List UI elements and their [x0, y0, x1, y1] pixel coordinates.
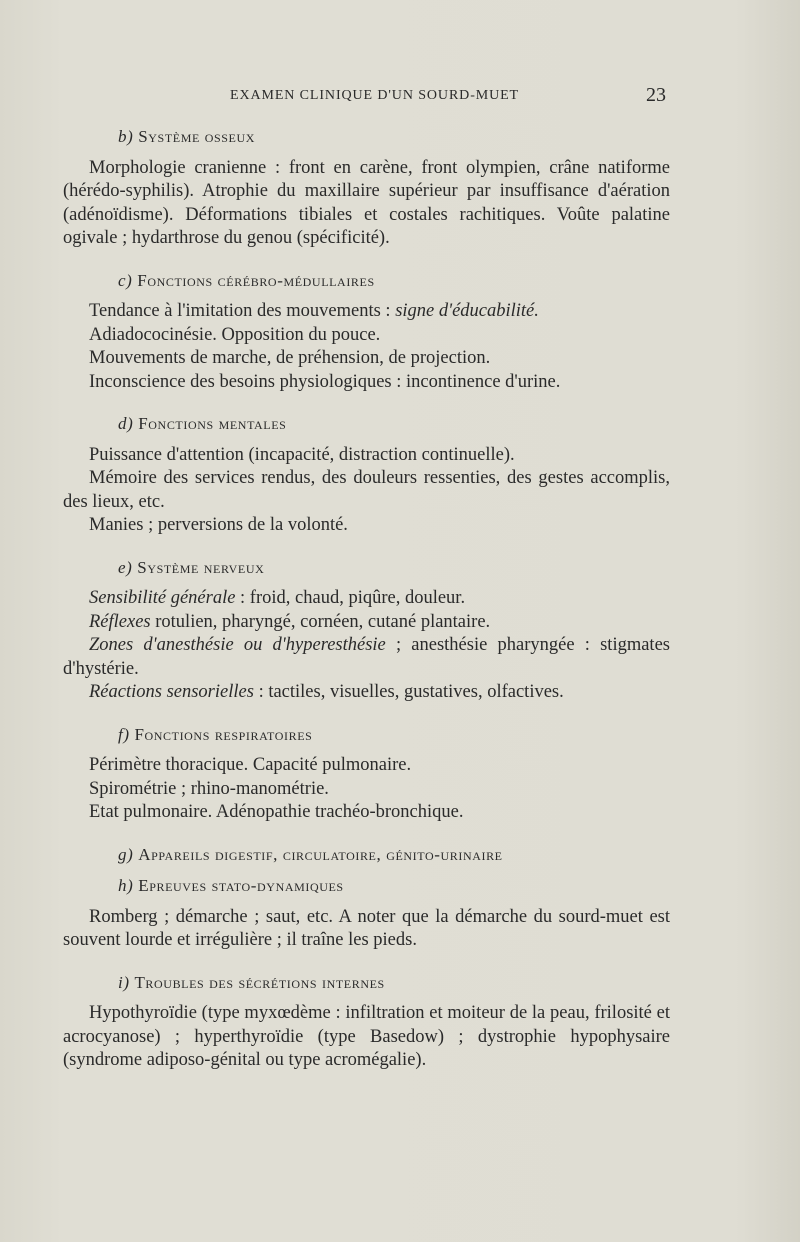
section-title-troubles-secretions	[63, 971, 670, 995]
line-attention: Puissance d'attention (incapacité, distraction continuelle).	[89, 444, 515, 465]
section-title-appareils	[63, 843, 670, 867]
line-mouvements: Mouvements de marche, de préhension, de projection.	[89, 348, 491, 368]
line-zones	[63, 634, 670, 681]
line-emphasis: Zones d'anesthésie ou d'hyperesthésie	[89, 635, 386, 655]
line-text: : froid, chaud, piqûre, douleur.	[235, 588, 466, 608]
paragraph-systeme-osseux: Morphologie cranienne : front en carène, front olympien, crâne natiforme (hérédo-syphilis). Atrophie du maxillaire supérieur par insuffisance d'aération (adénoïdisme). Déformations tibiales et costales rachitiques. Voûte palatine ogivale ; hydarthrose du genou (spécificité).	[63, 157, 670, 248]
section-letter: g)	[118, 844, 134, 864]
line-text: rotulien, pharyngé, cornéen, cutané plantaire.	[150, 611, 491, 632]
section-title-fonctions-respiratoires	[63, 723, 670, 747]
section-heading: Epreuves stato-dynamiques	[138, 876, 344, 895]
section-title-fonctions-mentales	[63, 412, 670, 436]
section-letter: b)	[118, 127, 134, 146]
line-memoire: Mémoire des services rendus, des douleurs ressenties, des gestes accomplis, des lieux, etc.	[63, 468, 670, 512]
line-imitation	[63, 300, 670, 324]
section-heading: Appareils digestif, circulatoire, génito-urinaire	[138, 844, 503, 864]
section-letter: i)	[118, 972, 130, 992]
section-heading: Fonctions respiratoires	[134, 724, 313, 744]
section-heading: Fonctions cérébro-médullaires	[137, 270, 375, 290]
page-body	[63, 125, 670, 1073]
line-spirometrie: Spirométrie ; rhino-manométrie.	[89, 778, 329, 799]
page-header	[0, 84, 800, 112]
section-heading: Fonctions mentales	[138, 414, 287, 433]
section-letter: h)	[118, 876, 134, 895]
section-heading: Troubles des sécrétions internes	[134, 972, 385, 992]
line-emphasis: Réflexes	[89, 611, 151, 632]
line-sensibilite	[63, 587, 670, 611]
line-adiadococinesie: Adiadococinésie. Opposition du pouce.	[89, 324, 381, 345]
line-manies: Manies ; perversions de la volonté.	[89, 515, 348, 535]
section-title-fonctions-cerebro-medullaires	[63, 269, 670, 293]
line-etat-pulmonaire: Etat pulmonaire. Adénopathie trachéo-bronchique.	[89, 802, 464, 822]
section-letter: e)	[118, 557, 133, 577]
line-text: : tactiles, visuelles, gustatives, olfactives.	[253, 682, 564, 702]
line-emphasis: signe d'éducabilité.	[395, 301, 539, 321]
section-title-systeme-nerveux	[63, 556, 670, 580]
section-letter: d)	[118, 414, 134, 433]
paragraph-epreuves: Romberg ; démarche ; saut, etc. A noter que la démarche du sourd-muet est souvent lourde et irrégulière ; il traîne les pieds.	[63, 906, 670, 950]
line-reactions	[63, 681, 670, 705]
line-text: Tendance à l'imitation des mouvements :	[89, 301, 396, 321]
line-emphasis: Sensibilité générale	[89, 588, 236, 608]
section-letter: c)	[118, 270, 133, 290]
line-emphasis: Réactions sensorielles	[89, 682, 254, 702]
line-inconscience: Inconscience des besoins physiologiques : incontinence d'urine.	[89, 371, 561, 392]
page-number: 23	[646, 84, 666, 106]
running-title: EXAMEN CLINIQUE D'UN SOURD-MUET	[230, 88, 520, 103]
section-letter: f)	[118, 724, 130, 744]
line-perimetre: Périmètre thoracique. Capacité pulmonaire.	[89, 755, 412, 775]
section-title-systeme-osseux	[63, 125, 670, 149]
line-text: ; anesthésie pharyngée : stigmates d'hystérie.	[63, 635, 670, 679]
section-heading: Système osseux	[138, 127, 256, 146]
line-reflexes	[63, 611, 670, 635]
section-title-epreuves	[63, 874, 670, 898]
section-heading: Système nerveux	[137, 557, 265, 577]
paragraph-troubles-secretions: Hypothyroïdie (type myxœdème : infiltration et moiteur de la peau, frilosité et acrocyanose) ; hyperthyroïdie (type Basedow) ; dystrophie hypophysaire (syndrome adiposo-génital ou type acromégalie).	[63, 1003, 670, 1070]
